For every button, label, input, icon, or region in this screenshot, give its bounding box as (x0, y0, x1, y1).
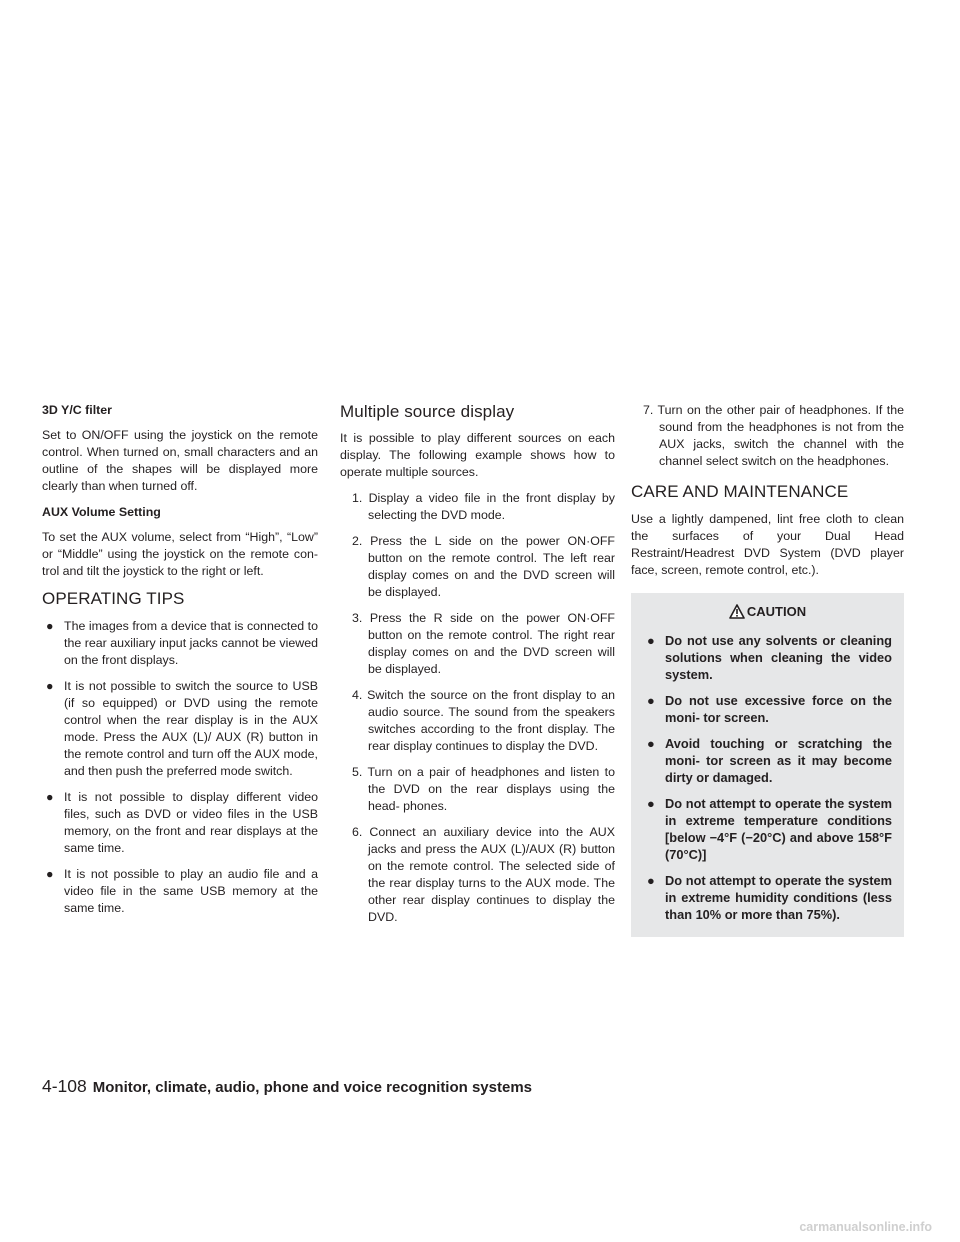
bullet-icon: ● (46, 679, 54, 693)
aux-volume-title: AUX Volume Setting (42, 505, 161, 519)
caution-box (631, 593, 904, 937)
list-item: ● It is not possible to play an audio file and a video file in the same USB memory at the same time. (46, 867, 318, 915)
list-item: ● It is not possible to display different video files, such as DVD or video files in the USB memory, on the front and rear displays at the same time. (46, 790, 318, 855)
list-item: ● Do not attempt to operate the system in extreme temperature conditions [below −4°F (−20°C) and above 158°F (70°C)] (647, 796, 892, 862)
aux-volume-text: To set the AUX volume, select from “High”, “Low” or “Middle” using the joystick on the remote con- trol and tilt the joystick to the right or left. (42, 530, 318, 578)
list-item: 2. Press the L side on the power ON·OFF button on the remote control. The left rear display comes on and the DVD screen will be displayed. (352, 534, 615, 599)
bullet-icon: ● (647, 873, 655, 888)
list-item: 6. Connect an auxiliary device into the AUX jacks and press the AUX (L)/AUX (R) button on the remote control. The selected side of the rear display turns to the AUX mode. The other rear display continues to display the DVD. (352, 825, 615, 924)
multiple-source-steps-continued (631, 402, 904, 470)
list-item: ● Do not use any solvents or cleaning solutions when cleaning the video system. (647, 633, 892, 682)
list-item: 7. Turn on the other pair of headphones. If the sound from the headphones is not from the AUX jacks, switch the channel with the channel select switch on the headphones. (643, 403, 904, 468)
watermark: carmanualsonline.info (799, 1220, 932, 1234)
list-item: 4. Switch the source on the front display to an audio source. The sound from the speakers switches according to the front display. The rear display continues to display the DVD. (352, 688, 615, 753)
bullet-icon: ● (46, 867, 54, 881)
list-item: ● Avoid touching or scratching the moni- tor screen as it may become dirty or damaged. (647, 736, 892, 785)
list-item: ● Do not use excessive force on the moni- tor screen. (647, 693, 892, 725)
list-item: 1. Display a video file in the front display by selecting the DVD mode. (352, 491, 615, 522)
page-number: 4-108 (42, 1076, 87, 1096)
yc-filter-text: Set to ON/OFF using the joystick on the remote control. When turned on, small characters and an outline of the shapes will be displayed more clearly than when turned off. (42, 428, 318, 493)
list-item: ● It is not possible to switch the source to USB (if so equipped) or DVD using the remote control when the rear display is in the AUX mode. Press the AUX (L)/ AUX (R) button in the remote control and turn off the AUX mode, and then push the preferred mode switch. (46, 679, 318, 778)
bullet-icon: ● (647, 796, 655, 811)
care-text: Use a lightly dampened, lint free cloth to clean the surfaces of your Dual Head Restraint/Headrest DVD System (DVD player face, screen, remote control, etc.). (631, 512, 904, 577)
column-middle (340, 402, 615, 935)
bullet-icon: ● (647, 693, 655, 708)
operating-tips-list (42, 618, 318, 917)
caution-header (643, 603, 892, 623)
bullet-icon: ● (647, 736, 655, 751)
section-title: Monitor, climate, audio, phone and voice recognition systems (92, 1079, 533, 1096)
multiple-source-steps (340, 490, 615, 926)
list-item: 5. Turn on a pair of headphones and listen to the DVD on the rear displays using the head- phones. (352, 765, 615, 813)
page-footer (42, 1076, 532, 1097)
column-left (42, 402, 318, 926)
caution-title: CAUTION (746, 604, 807, 619)
multiple-source-intro: It is possible to play different sources on each display. The following example shows how to operate multiple sources. (340, 431, 615, 479)
operating-tips-heading: OPERATING TIPS (42, 589, 185, 608)
bullet-icon: ● (647, 633, 655, 648)
column-right (631, 402, 904, 937)
yc-filter-title: 3D Y/C filter (42, 403, 113, 417)
list-item: 3. Press the R side on the power ON·OFF button on the remote control. The right rear display comes on and the DVD screen will be displayed. (352, 611, 615, 676)
multiple-source-heading: Multiple source display (340, 402, 515, 421)
bullet-icon: ● (46, 790, 54, 804)
warning-icon (729, 604, 745, 623)
caution-list (643, 632, 892, 923)
list-item: ● The images from a device that is connected to the rear auxiliary input jacks cannot be viewed on the front displays. (46, 619, 318, 667)
list-item: ● Do not attempt to operate the system in extreme humidity conditions (less than 10% or more than 75%). (647, 873, 892, 922)
bullet-icon: ● (46, 619, 54, 633)
care-heading: CARE AND MAINTENANCE (631, 482, 849, 501)
